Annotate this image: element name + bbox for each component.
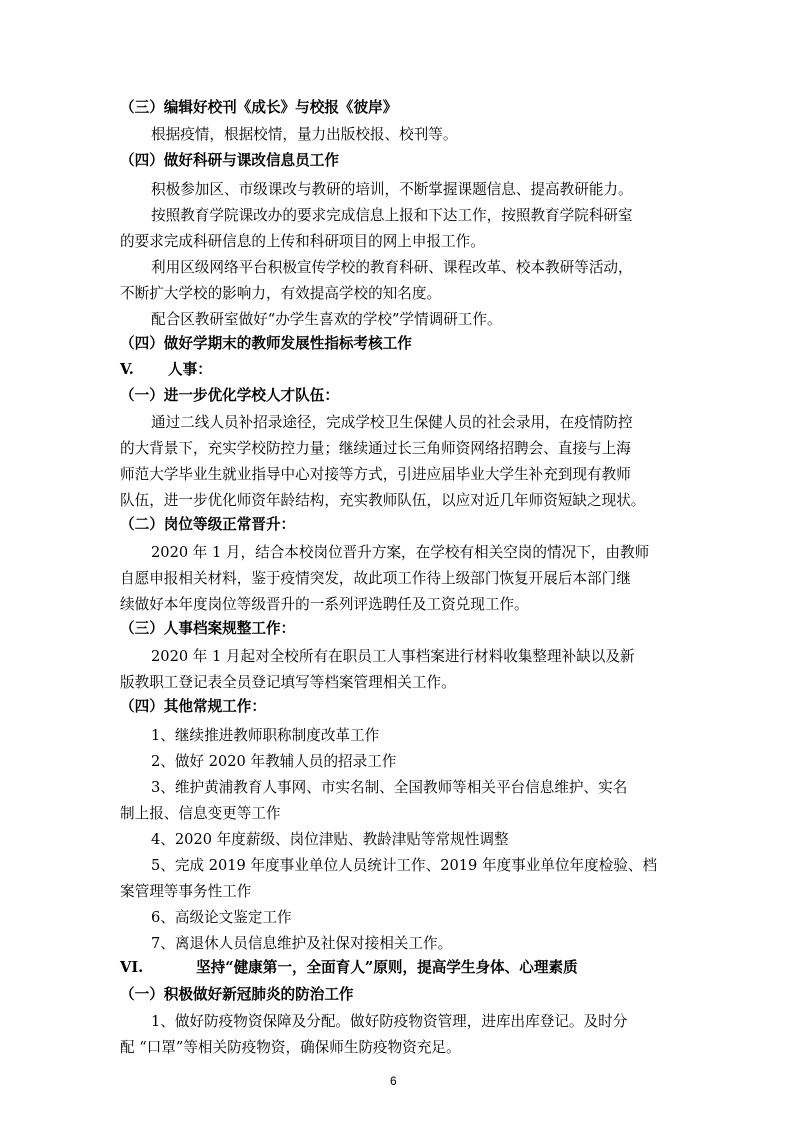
list-item-continuation: 制上报、信息变更等工作 bbox=[120, 805, 281, 822]
paragraph-line: 2020 年 1 月起对全校所有在职员工人事档案进行材料收集整理补缺以及新 bbox=[151, 648, 635, 665]
section-heading: （三）编辑好校刊《成长》与校报《彼岸》 bbox=[120, 99, 398, 116]
list-item: 3、维护黄浦教育人事网、市实名制、全国教师等相关平台信息维护、实名 bbox=[151, 779, 628, 796]
paragraph-line: 1、做好防疫物资保障及分配。做好防疫物资管理，进库出库登记。及时分 bbox=[151, 1013, 628, 1030]
paragraph-line: 的大背景下，充实学校防控力量；继续通过长三角师资网络招聘会、直接与上海 bbox=[120, 440, 631, 457]
list-item-continuation: 案管理等事务性工作 bbox=[120, 883, 252, 900]
page-number: 6 bbox=[390, 1074, 397, 1088]
chapter-heading: 坚持“健康第一，全面育人”原则，提高学生身体、心理素质 bbox=[196, 959, 578, 976]
paragraph-line: 师范大学毕业生就业指导中心对接等方式，引进应届毕业大学生补充到现有教师 bbox=[120, 466, 631, 483]
paragraph-line: 按照教育学院课改办的要求完成信息上报和下达工作，按照教育学院科研室 bbox=[151, 207, 633, 224]
roman-numeral: VI. bbox=[120, 959, 144, 976]
list-item: 7、离退休人员信息维护及社保对接相关工作。 bbox=[151, 935, 453, 952]
paragraph-line: 配 “口罩”等相关防疫物资，确保师生防疫物资充足。 bbox=[120, 1039, 461, 1056]
paragraph-line: 的要求完成科研信息的上传和科研项目的网上申报工作。 bbox=[120, 233, 485, 250]
section-heading: （一）进一步优化学校人才队伍： bbox=[120, 387, 339, 404]
chapter-heading: 人事： bbox=[168, 361, 212, 378]
paragraph-line: 积极参加区、市级课改与教研的培训，不断掌握课题信息、提高教研能力。 bbox=[151, 181, 633, 198]
paragraph-line: 自愿申报相关材料，鉴于疫情突发，故此项工作待上级部门恢复开展后本部门继 bbox=[120, 570, 631, 587]
list-item: 5、完成 2019 年度事业单位人员统计工作、2019 年度事业单位年度检验、档 bbox=[151, 857, 658, 874]
paragraph-line: 配合区教研室做好“办学生喜欢的学校”学情调研工作。 bbox=[151, 311, 502, 328]
section-heading: （三）人事档案规整工作： bbox=[120, 620, 296, 637]
paragraph-line: 2020 年 1 月，结合本校岗位晋升方案，在学校有相关空岗的情况下，由教师 bbox=[151, 544, 650, 561]
paragraph-line: 队伍，进一步优化师资年龄结构，充实教师队伍，以应对近几年师资短缺之现状。 bbox=[120, 492, 646, 509]
paragraph-line: 利用区级网络平台积极宣传学校的教育科研、课程改革、校本教研等活动， bbox=[151, 259, 633, 276]
section-heading: （四）做好科研与课改信息员工作 bbox=[120, 152, 339, 169]
list-item: 6、高级论文鉴定工作 bbox=[151, 909, 292, 926]
section-heading: （二）岗位等级正常晋升： bbox=[120, 516, 296, 533]
paragraph-line: 不断扩大学校的影响力，有效提高学校的知名度。 bbox=[120, 285, 442, 302]
paragraph-line: 通过二线人员补招录途径，完成学校卫生保健人员的社会录用，在疫情防控 bbox=[151, 414, 633, 431]
section-heading: （四）做好学期末的教师发展性指标考核工作 bbox=[120, 335, 412, 352]
paragraph-line: 根据疫情，根据校情，量力出版校报、校刊等。 bbox=[151, 126, 458, 143]
section-heading: （一）积极做好新冠肺炎的防治工作 bbox=[120, 986, 354, 1003]
roman-numeral: V. bbox=[120, 361, 134, 378]
list-item: 4、2020 年度薪级、岗位津贴、教龄津贴等常规性调整 bbox=[151, 831, 509, 848]
list-item: 2、做好 2020 年教辅人员的招录工作 bbox=[151, 753, 397, 770]
paragraph-line: 续做好本年度岗位等级晋升的一系列评选聘任及工资兑现工作。 bbox=[120, 596, 529, 613]
list-item: 1、继续推进教师职称制度改革工作 bbox=[151, 727, 380, 744]
section-heading: （四）其他常规工作： bbox=[120, 698, 266, 715]
paragraph-line: 版教职工登记表全员登记填写等档案管理相关工作。 bbox=[120, 674, 456, 691]
